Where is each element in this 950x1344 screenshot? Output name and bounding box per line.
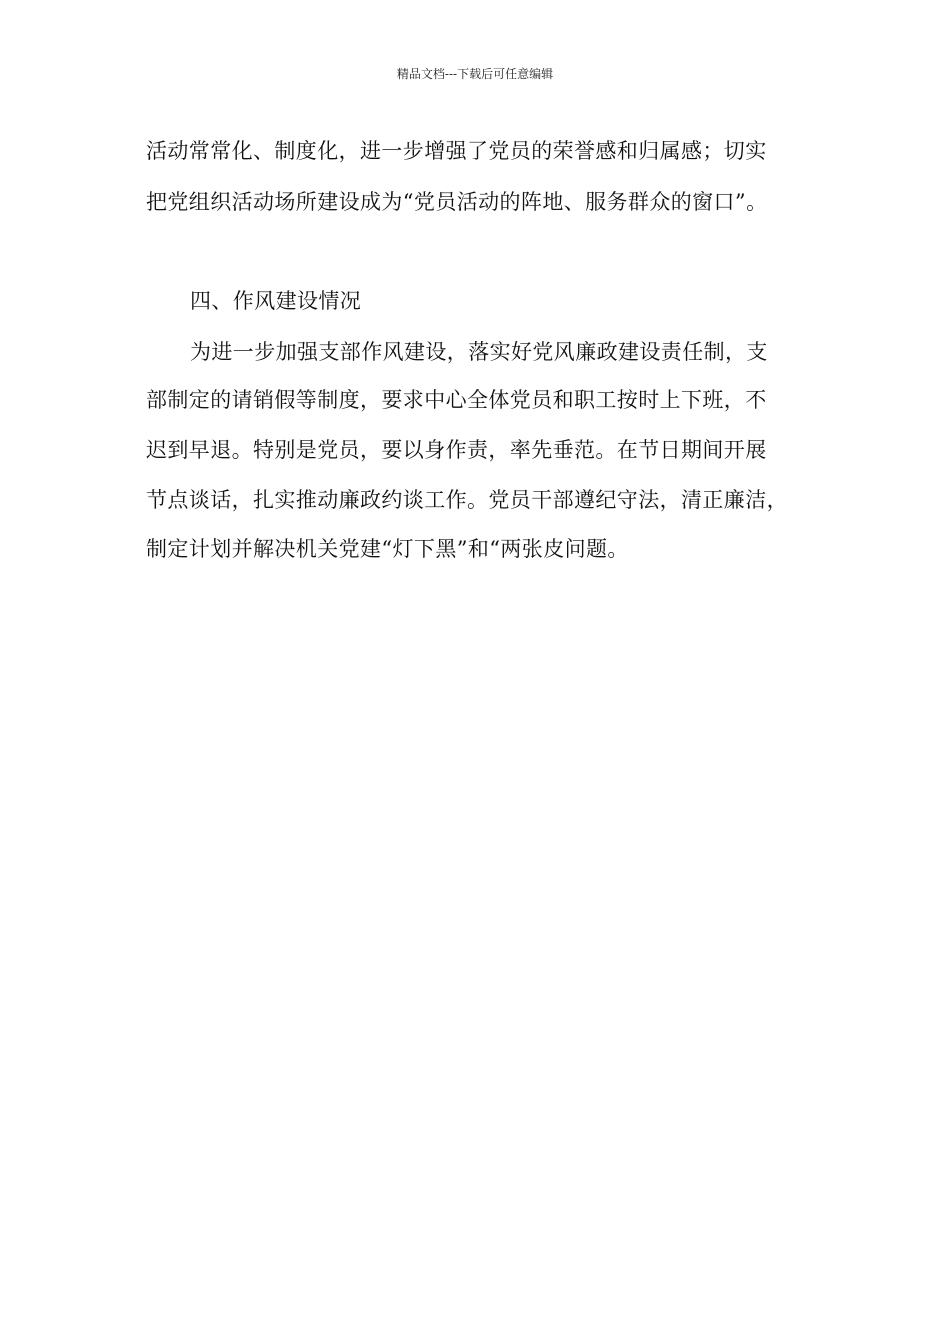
paragraph-line: 活动常常化、制度化，进一步增强了党员的荣誉感和归属感；切实 xyxy=(146,139,767,163)
paragraph-line: 迟到早退。特别是党员，要以身作责，率先垂范。在节日期间开展 xyxy=(146,438,767,462)
paragraph-line: 把党组织活动场所建设成为“党员活动的阵地、服务群众的窗口”。 xyxy=(146,190,768,214)
paragraph-line: 部制定的请销假等制度，要求中心全体党员和职工按时上下班，不 xyxy=(146,388,767,412)
paragraph-line: 制定计划并解决机关党建“灯下黑”和“两张皮问题。 xyxy=(146,537,629,561)
paragraph-line: 节点谈话，扎实推动廉政约谈工作。党员干部遵纪守法，清正廉洁， xyxy=(146,488,788,512)
section-heading: 四、作风建设情况 xyxy=(190,289,362,313)
page-header: 精品文档---下载后可任意编辑 xyxy=(396,67,554,81)
paragraph-line: 为进一步加强支部作风建设，落实好党风廉政建设责任制，支 xyxy=(190,340,768,364)
